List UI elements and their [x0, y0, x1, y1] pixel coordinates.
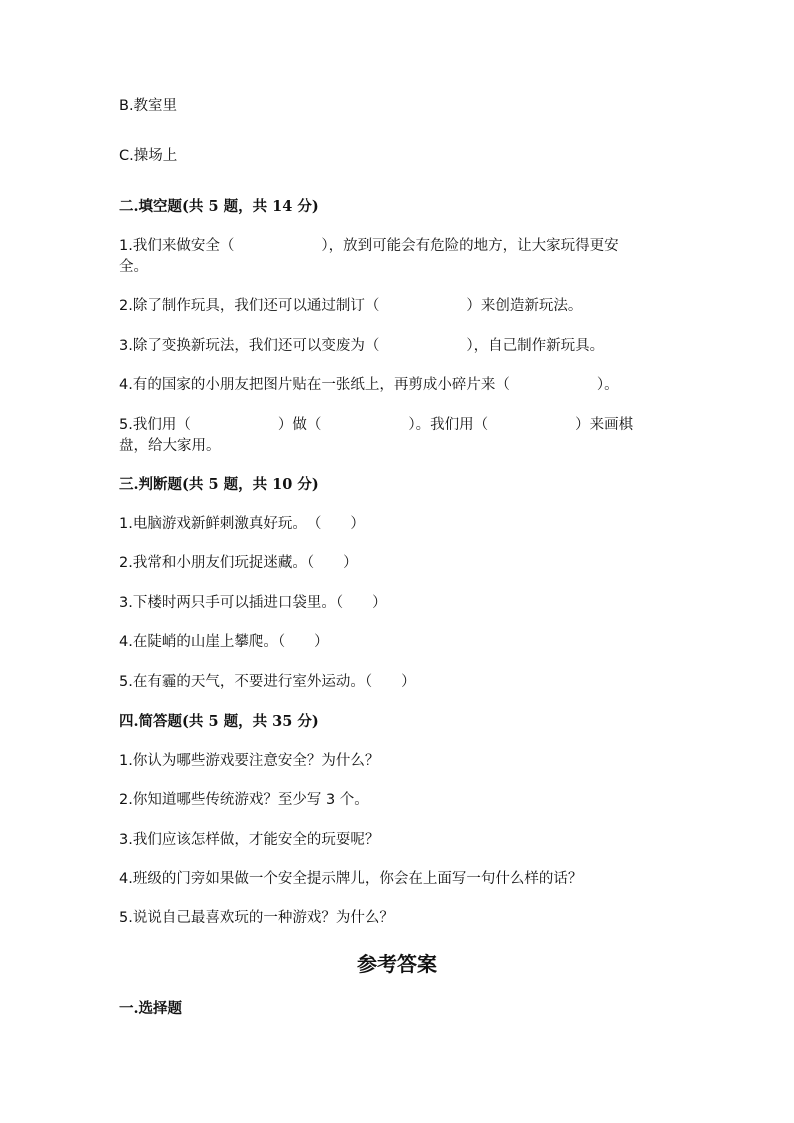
short-question-4: 4.班级的门旁如果做一个安全提示牌儿，你会在上面写一句什么样的话？ — [119, 871, 583, 887]
option-b: B.教室里 — [119, 98, 178, 114]
fill-question-2: 2.除了制作玩具，我们还可以通过制订（ ）来创造新玩法。 — [119, 298, 583, 314]
answer-section-heading-choice: 一.选择题 — [119, 1000, 183, 1017]
fill-question-3: 3.除了变换新玩法，我们还可以变废为（ ），自己制作新玩具。 — [119, 338, 605, 354]
fill-question-5-line-2: 盘，给大家用。 — [119, 438, 221, 454]
judge-question-1: 1.电脑游戏新鲜刺激真好玩。 （ ） — [119, 516, 365, 532]
section-heading-fill-in: 二.填空题(共 5 题，共 14 分) — [119, 198, 319, 215]
judge-question-3: 3.下楼时两只手可以插进口袋里。（ ） — [119, 595, 387, 611]
fill-question-1-line-2: 全。 — [119, 259, 148, 275]
judge-question-5: 5.在有霾的天气，不要进行室外运动。（ ） — [119, 674, 416, 690]
short-question-1: 1.你认为哪些游戏要注意安全？为什么？ — [119, 753, 380, 769]
section-heading-short-answer: 四.简答题(共 5 题，共 35 分) — [119, 713, 319, 730]
fill-question-5-line-1: 5.我们用（ ）做（ ）。我们用（ ）来画棋 — [119, 417, 634, 433]
fill-question-4: 4.有的国家的小朋友把图片贴在一张纸上，再剪成小碎片来（ ）。 — [119, 377, 619, 393]
short-question-3: 3.我们应该怎样做，才能安全的玩耍呢？ — [119, 832, 380, 848]
judge-question-2: 2.我常和小朋友们玩捉迷藏。（ ） — [119, 555, 358, 571]
judge-question-4: 4.在陡峭的山崖上攀爬。（ ） — [119, 634, 329, 650]
answer-key-title: 参考答案 — [357, 952, 437, 976]
fill-question-1-line-1: 1.我们来做安全（ ），放到可能会有危险的地方，让大家玩得更安 — [119, 238, 619, 254]
option-c: C.操场上 — [119, 148, 178, 164]
short-question-2: 2.你知道哪些传统游戏？至少写 3 个。 — [119, 792, 369, 808]
section-heading-true-false: 三.判断题(共 5 题，共 10 分) — [119, 476, 319, 493]
short-question-5: 5.说说自己最喜欢玩的一种游戏？为什么？ — [119, 910, 394, 926]
